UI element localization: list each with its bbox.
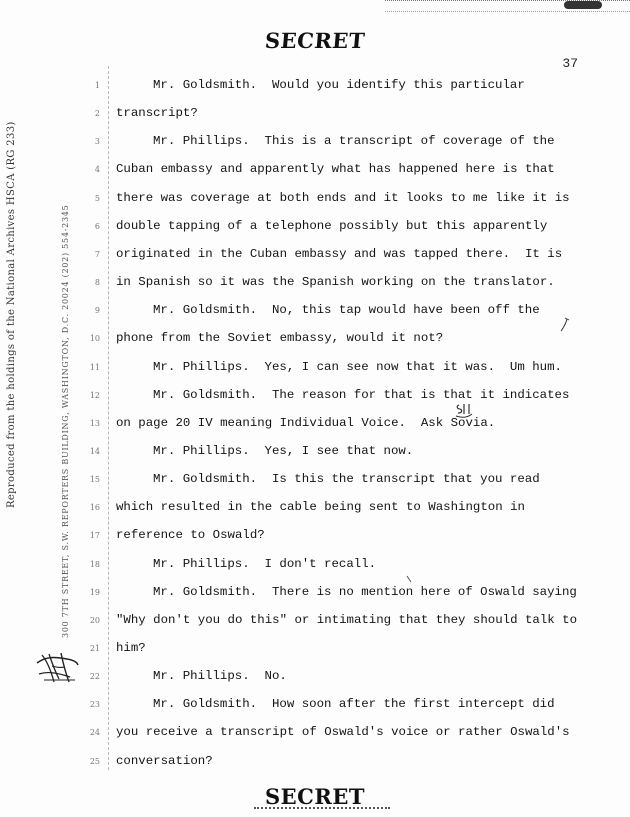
transcript-line: "Why don't you do this" or intimating that they should talk to <box>116 612 578 627</box>
transcript-line: on page 20 IV meaning Individual Voice. Ask Sovia. <box>116 415 496 430</box>
transcript-line: Mr. Goldsmith. Would you identify this particular <box>153 78 525 92</box>
line-number: 24 <box>89 728 100 738</box>
transcript-line: Mr. Phillips. Yes, I see that now. <box>153 443 414 458</box>
line-number: 16 <box>89 503 100 513</box>
transcript-line: Mr. Phillips. I don't recall. <box>153 556 377 571</box>
line-number: 22 <box>89 672 100 682</box>
transcript-line: Cuban embassy and apparently what has happened here is that <box>116 162 555 177</box>
transcript-line: phone from the Soviet embassy, would it not? <box>116 331 444 346</box>
transcript-line: double tapping of a telephone possibly but this apparently <box>116 218 548 233</box>
bottom-scanned-mark <box>254 807 390 814</box>
line-number: 21 <box>89 644 100 653</box>
line-number: 3 <box>94 137 100 147</box>
transcript-line: there was coverage at both ends and it looks to me like it is <box>116 190 570 205</box>
line-number: 15 <box>89 475 100 485</box>
handwritten-stamp-icon <box>34 649 80 685</box>
line-number: 20 <box>89 615 100 625</box>
line-number: 6 <box>94 221 100 231</box>
handwritten-overwrite-icon <box>454 403 474 419</box>
transcript-line: Mr. Goldsmith. Is this the transcript that you read <box>153 472 540 487</box>
transcript-line: in Spanish so it was the Spanish working on the translator. <box>116 275 555 290</box>
line-number: 10 <box>89 334 100 344</box>
bottom-classification: SECRET <box>265 784 365 809</box>
line-number: 13 <box>89 418 100 428</box>
small-pen-mark-icon <box>406 575 412 583</box>
top-scan-blob <box>564 1 602 9</box>
line-number: 25 <box>89 756 100 766</box>
transcript-line: conversation? <box>116 753 213 768</box>
transcript-line: you receive a transcript of Oswald's voice or rather Oswald's <box>116 725 570 740</box>
line-number: 18 <box>89 559 100 569</box>
archive-side-note: Reproduced from the holdings of the National Archives HSCA (RG 233) <box>6 121 17 508</box>
line-number-margin-rule <box>108 66 109 770</box>
line-number: 12 <box>89 390 100 400</box>
transcript-line: Mr. Goldsmith. No, this tap would have been off the <box>153 303 540 318</box>
transcript-line: Mr. Goldsmith. How soon after the first intercept did <box>153 697 555 712</box>
transcript-line: Mr. Phillips. No. <box>153 669 287 684</box>
transcript-line: Mr. Phillips. Yes, I can see now that it was. Um hum. <box>153 359 562 374</box>
transcript-line: transcript? <box>116 106 198 121</box>
transcript-line: Mr. Goldsmith. The reason for that is that it indicates <box>153 387 570 402</box>
line-number: 19 <box>89 587 100 597</box>
line-number: 11 <box>89 362 100 372</box>
line-number: 8 <box>94 278 100 288</box>
transcript-line: Mr. Goldsmith. There is no mention here of Oswald saying <box>153 584 577 599</box>
line-number: 14 <box>89 446 100 456</box>
handwritten-slash-icon <box>559 317 571 333</box>
transcript-line: which resulted in the cable being sent to Washington in <box>116 500 525 515</box>
page-number: 37 <box>562 56 578 71</box>
transcript-line: Mr. Phillips. This is a transcript of coverage of the <box>153 134 555 149</box>
line-number: 23 <box>89 700 100 710</box>
line-number: 9 <box>94 306 100 316</box>
line-number: 1 <box>94 81 100 90</box>
top-scanned-mark <box>385 0 630 12</box>
reporter-address-side-note: 300 7TH STREET, S.W. REPORTERS BUILDING, WASHINGTON, D.C. 20024 (202) 554-2345 <box>61 204 70 638</box>
transcript-line: reference to Oswald? <box>116 528 265 543</box>
line-number: 17 <box>89 531 100 541</box>
transcript-line: originated in the Cuban embassy and was tapped there. It is <box>116 246 563 261</box>
line-number: 7 <box>94 249 100 259</box>
top-classification: SECRET <box>263 28 367 53</box>
line-number: 4 <box>94 165 100 175</box>
line-number: 5 <box>94 193 100 203</box>
line-number: 2 <box>94 109 100 119</box>
transcript-line: him? <box>116 641 146 655</box>
